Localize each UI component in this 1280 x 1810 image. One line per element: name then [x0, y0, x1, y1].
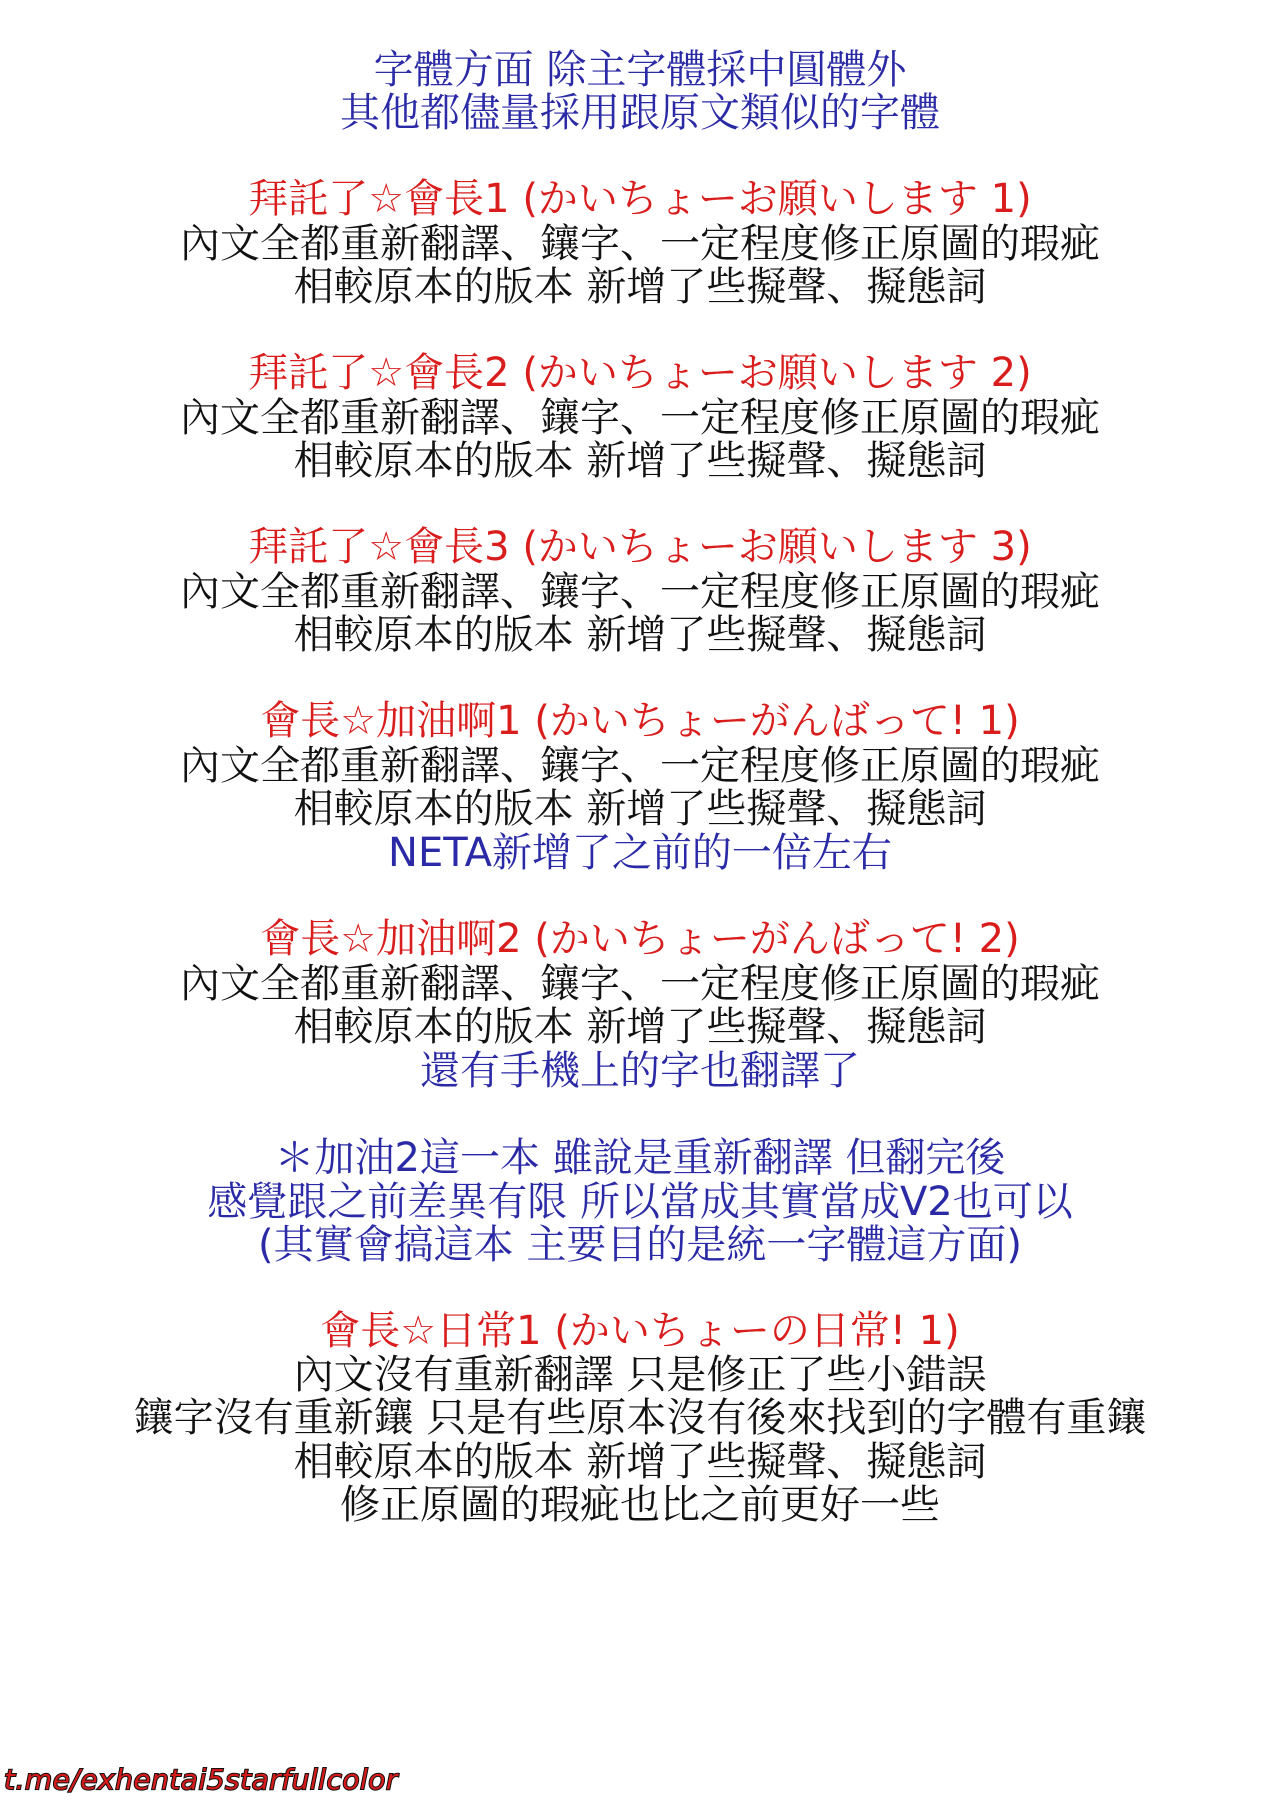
intro-line-1: 字體方面 除主字體採中圓體外 [373, 47, 907, 93]
section-line: 內文全都重新翻譯、鑲字、一定程度修正原圖的瑕疵 [180, 961, 1100, 1007]
section-line: 內文全都重新翻譯、鑲字、一定程度修正原圖的瑕疵 [180, 569, 1100, 615]
section-line: 相較原本的版本 新增了些擬聲、擬態詞 [293, 264, 987, 310]
section-line: 內文全都重新翻譯、鑲字、一定程度修正原圖的瑕疵 [180, 221, 1100, 267]
section-line: 修正原圖的瑕疵也比之前更好一些 [340, 1482, 940, 1528]
section-note: NETA新增了之前的一倍左右 [388, 830, 892, 876]
section-title: 拜託了☆會長3 (かいちょーお願いします 3) [248, 524, 1032, 570]
section-line: 相較原本的版本 新增了些擬聲、擬態詞 [293, 438, 987, 484]
section-line: 相較原本的版本 新增了些擬聲、擬態詞 [293, 612, 987, 658]
remark-line-1: ＊加油2這一本 雖說是重新翻譯 但翻完後 [274, 1135, 1006, 1181]
section-line: 相較原本的版本 新增了些擬聲、擬態詞 [293, 1004, 987, 1050]
watermark-url: t.me/exhentai5starfullcolor [4, 1763, 398, 1796]
section-note: 還有手機上的字也翻譯了 [420, 1048, 860, 1094]
section-line: 內文沒有重新翻譯 只是修正了些小錯誤 [293, 1352, 987, 1398]
section-title: 會長☆加油啊1 (かいちょーがんばって! 1) [260, 698, 1020, 744]
section-title: 拜託了☆會長2 (かいちょーお願いします 2) [248, 350, 1032, 396]
remark-line-2: 感覺跟之前差異有限 所以當成其實當成V2也可以 [207, 1179, 1073, 1225]
section-line: 相較原本的版本 新增了些擬聲、擬態詞 [293, 786, 987, 832]
section-line: 鑲字沒有重新鑲 只是有些原本沒有後來找到的字體有重鑲 [133, 1395, 1147, 1441]
section-title: 拜託了☆會長1 (かいちょーお願いします 1) [248, 176, 1032, 222]
section-line: 內文全都重新翻譯、鑲字、一定程度修正原圖的瑕疵 [180, 743, 1100, 789]
remark-line-3: (其實會搞這本 主要目的是統一字體這方面) [258, 1222, 1022, 1268]
intro-line-2: 其他都儘量採用跟原文類似的字體 [340, 90, 940, 136]
section-title: 會長☆日常1 (かいちょーの日常! 1) [320, 1308, 960, 1354]
section-line: 內文全都重新翻譯、鑲字、一定程度修正原圖的瑕疵 [180, 395, 1100, 441]
section-title: 會長☆加油啊2 (かいちょーがんばって! 2) [260, 916, 1020, 962]
section-line: 相較原本的版本 新增了些擬聲、擬態詞 [293, 1439, 987, 1485]
